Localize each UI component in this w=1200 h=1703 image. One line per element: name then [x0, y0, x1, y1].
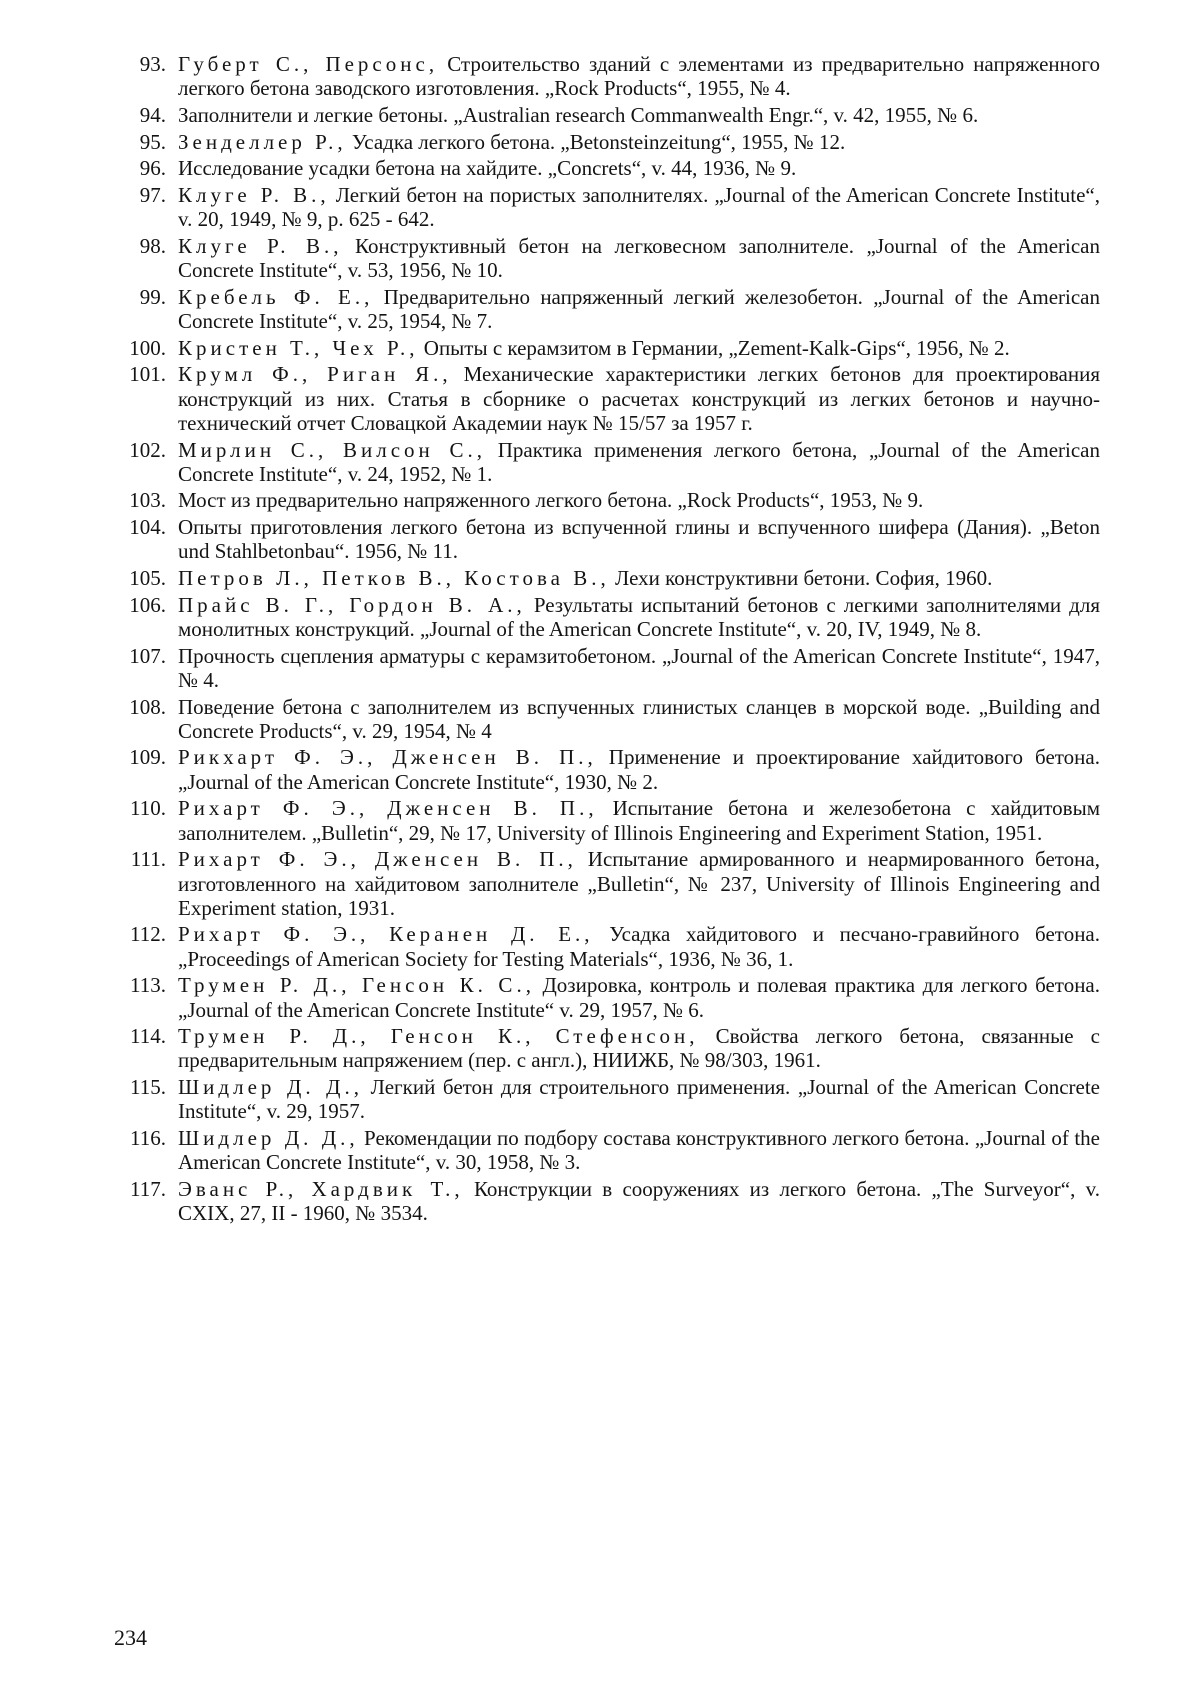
- reference-number: 94.: [139, 102, 166, 127]
- reference-number: 109.: [129, 745, 166, 770]
- reference-text: Результаты испытаний бетонов с легкими заполнителями для монолитных конструкций. „Journal of the American Concrete Institute“, v. 20, IV, 1949, № 8.: [178, 592, 1100, 641]
- reference-number: 101.: [129, 362, 166, 387]
- reference-number: 93.: [139, 52, 166, 76]
- reference-authors: Шидлер Д. Д.,: [178, 1075, 363, 1100]
- reference-text: Опыты приготовления легкого бетона из вспученной глины и вспученного шифера (Дания). „Beton und Stahlbetonbau“. 1956, № 11.: [178, 515, 1100, 564]
- reference-entry: [110, 336, 1100, 360]
- reference-number: 114.: [130, 1024, 166, 1049]
- reference-entry: [110, 847, 1100, 920]
- reference-authors: Рихарт Ф. Э., Дженсен В. П.,: [178, 847, 577, 872]
- reference-authors: Кристен Т., Чех Р.,: [178, 335, 419, 360]
- reference-number: 102.: [129, 437, 166, 462]
- reference-entry: [110, 362, 1100, 435]
- reference-number: 116.: [130, 1126, 166, 1151]
- reference-authors: Шидлер Д. Д.,: [178, 1126, 359, 1151]
- reference-text: Испытание бетона и железобетона с хайдитовым заполнителем. „Bulletin“, 29, № 17, University of Illinois Engineering and Experiment Station, 1951.: [178, 796, 1100, 845]
- reference-number: 107.: [129, 643, 166, 668]
- reference-number: 117.: [130, 1176, 166, 1201]
- reference-number: 105.: [129, 566, 166, 591]
- reference-authors: Кребель Ф. Е.,: [178, 284, 374, 309]
- reference-number: 100.: [129, 335, 166, 360]
- reference-entry: [110, 156, 1100, 180]
- reference-number: 110.: [130, 796, 166, 821]
- reference-text: Рекомендации по подбору состава конструктивного легкого бетона. „Journal of the American Concrete Institute“, v. 30, 1958, № 3.: [178, 1126, 1100, 1175]
- reference-authors: Зенделлер Р.,: [178, 129, 347, 154]
- reference-text: Мост из предварительно напряженного легкого бетона. „Rock Products“, 1953, № 9.: [178, 488, 924, 513]
- reference-entry: [110, 796, 1100, 844]
- reference-number: 111.: [130, 847, 166, 872]
- reference-entry: [110, 488, 1100, 512]
- reference-number: 112.: [130, 922, 166, 947]
- reference-list: [110, 52, 1100, 1228]
- reference-text: Строительство зданий с элементами из предварительно напряженного легкого бетона заводского изготовления. „Rock Products“, 1955, № 4.: [178, 52, 1100, 101]
- reference-text: Усадка легкого бетона. „Betonsteinzeitung“, 1955, № 12.: [346, 129, 846, 154]
- reference-text: Практика применения легкого бетона, „Journal of the American Concrete Institute“, v. 24, 1952, № 1.: [178, 437, 1100, 486]
- reference-entry: [110, 1024, 1100, 1072]
- reference-text: Поведение бетона с заполнителем из вспученных глинистых сланцев в морской воде. „Building and Concrete Products“, v. 29, 1954, № 4: [178, 694, 1100, 743]
- reference-authors: Клуге Р. В.,: [178, 233, 343, 258]
- reference-text: Опыты с керамзитом в Германии, „Zement-Kalk-Gips“, 1956, № 2.: [418, 335, 1010, 360]
- reference-number: 96.: [139, 156, 166, 181]
- reference-text: Прочность сцепления арматуры с керамзитобетоном. „Journal of the American Concrete Institute“, 1947, № 4.: [178, 643, 1100, 692]
- reference-entry: [110, 103, 1100, 127]
- reference-entry: [110, 285, 1100, 333]
- reference-entry: [110, 52, 1100, 100]
- reference-text: Механические характеристики легких бетонов для проектирования конструкций из них. Статья в сборнике о расчетах конструкций из легких бетонов и научно-технический отчет Словацкой Академии наук № 15/57 за 1957 г.: [178, 362, 1100, 435]
- reference-entry: [110, 1075, 1100, 1123]
- reference-text: Заполнители и легкие бетоны. „Australian research Commanwealth Engr.“, v. 42, 1955, № 6.: [178, 102, 979, 127]
- reference-number: 113.: [130, 973, 166, 998]
- reference-entry: [110, 234, 1100, 282]
- reference-entry: [110, 593, 1100, 641]
- reference-text: Усадка хайдитового и песчано-гравийного бетона. „Proceedings of American Society for Testing Materials“, 1936, № 36, 1.: [178, 922, 1100, 971]
- reference-authors: Прайс В. Г., Гордон В. А.,: [178, 592, 526, 617]
- reference-entry: [110, 695, 1100, 743]
- reference-authors: Трумен Р. Д., Генсон К. С.,: [178, 973, 535, 998]
- reference-number: 95.: [139, 129, 166, 154]
- reference-text: Лехи конструктивни бетони. София, 1960.: [609, 566, 993, 591]
- reference-number: 106.: [129, 592, 166, 617]
- reference-number: 103.: [129, 488, 166, 513]
- reference-entry: [110, 644, 1100, 692]
- reference-number: 115.: [130, 1075, 166, 1100]
- reference-entry: [110, 515, 1100, 563]
- page-number: 234: [114, 1625, 147, 1650]
- reference-text: Легкий бетон на пористых заполнителях. „Journal of the American Concrete Institute“, v. 20, 1949, № 9, p. 625 - 642.: [178, 183, 1100, 232]
- reference-text: Предварительно напряженный легкий железобетон. „Journal of the American Concrete Institute“, v. 25, 1954, № 7.: [178, 284, 1101, 334]
- reference-entry: [110, 566, 1100, 590]
- reference-entry: [110, 1126, 1100, 1174]
- reference-authors: Рихарт Ф. Э., Дженсен В. П.,: [178, 796, 598, 821]
- reference-number: 104.: [129, 515, 166, 540]
- reference-text: Испытание армированного и неармированного бетона, изготовленного на хайдитовом заполнителе „Bulletin“, № 237, University of Illinois Engineering and Experiment station, 1931.: [178, 847, 1100, 920]
- reference-number: 98.: [139, 233, 166, 258]
- reference-text: Конструкции в сооружениях из легкого бетона. „The Surveyor“, v. CXIX, 27, II - 1960, № 3534.: [178, 1176, 1100, 1226]
- reference-authors: Крумл Ф., Риган Я.,: [178, 362, 452, 387]
- reference-authors: Клуге Р. В.,: [178, 183, 330, 208]
- reference-number: 108.: [129, 694, 166, 719]
- reference-entry: [110, 130, 1100, 154]
- reference-text: Свойства легкого бетона, связанные с предварительным напряжением (пер. с англ.), НИИЖБ, № 98/303, 1961.: [178, 1024, 1100, 1073]
- reference-entry: [110, 438, 1100, 486]
- reference-authors: Рихарт Ф. Э., Керанен Д. Е.,: [178, 922, 594, 947]
- reference-number: 97.: [139, 183, 166, 208]
- reference-entry: [110, 183, 1100, 231]
- reference-text: Дозировка, контроль и полевая практика для легкого бетона. „Journal of the American Concrete Institute“ v. 29, 1957, № 6.: [178, 973, 1101, 1022]
- reference-authors: Петров Л., Петков В., Костова В.,: [178, 566, 610, 591]
- reference-text: Конструктивный бетон на легковесном заполнителе. „Journal of the American Concrete Institute“, v. 53, 1956, № 10.: [178, 233, 1100, 283]
- reference-authors: Рикхарт Ф. Э., Дженсен В. П.,: [178, 745, 597, 770]
- reference-authors: Губерт С., Персонс,: [178, 52, 439, 76]
- reference-text: Применение и проектирование хайдитового бетона. „Journal of the American Concrete Institute“, 1930, № 2.: [178, 745, 1100, 794]
- reference-text: Исследование усадки бетона на хайдите. „Concrets“, v. 44, 1936, № 9.: [178, 156, 797, 181]
- reference-entry: [110, 745, 1100, 793]
- reference-authors: Трумен Р. Д., Генсон К., Стефенсон,: [178, 1024, 699, 1049]
- reference-number: 99.: [139, 284, 166, 309]
- reference-entry: [110, 973, 1100, 1021]
- reference-authors: Мирлин С., Вилсон С.,: [178, 437, 487, 462]
- reference-entry: [110, 922, 1100, 970]
- reference-text: Легкий бетон для строительного применения. „Journal of the American Concrete Institute“, v. 29, 1957.: [178, 1075, 1100, 1124]
- reference-authors: Эванс Р., Хардвик Т.,: [178, 1176, 464, 1201]
- reference-entry: [110, 1177, 1100, 1225]
